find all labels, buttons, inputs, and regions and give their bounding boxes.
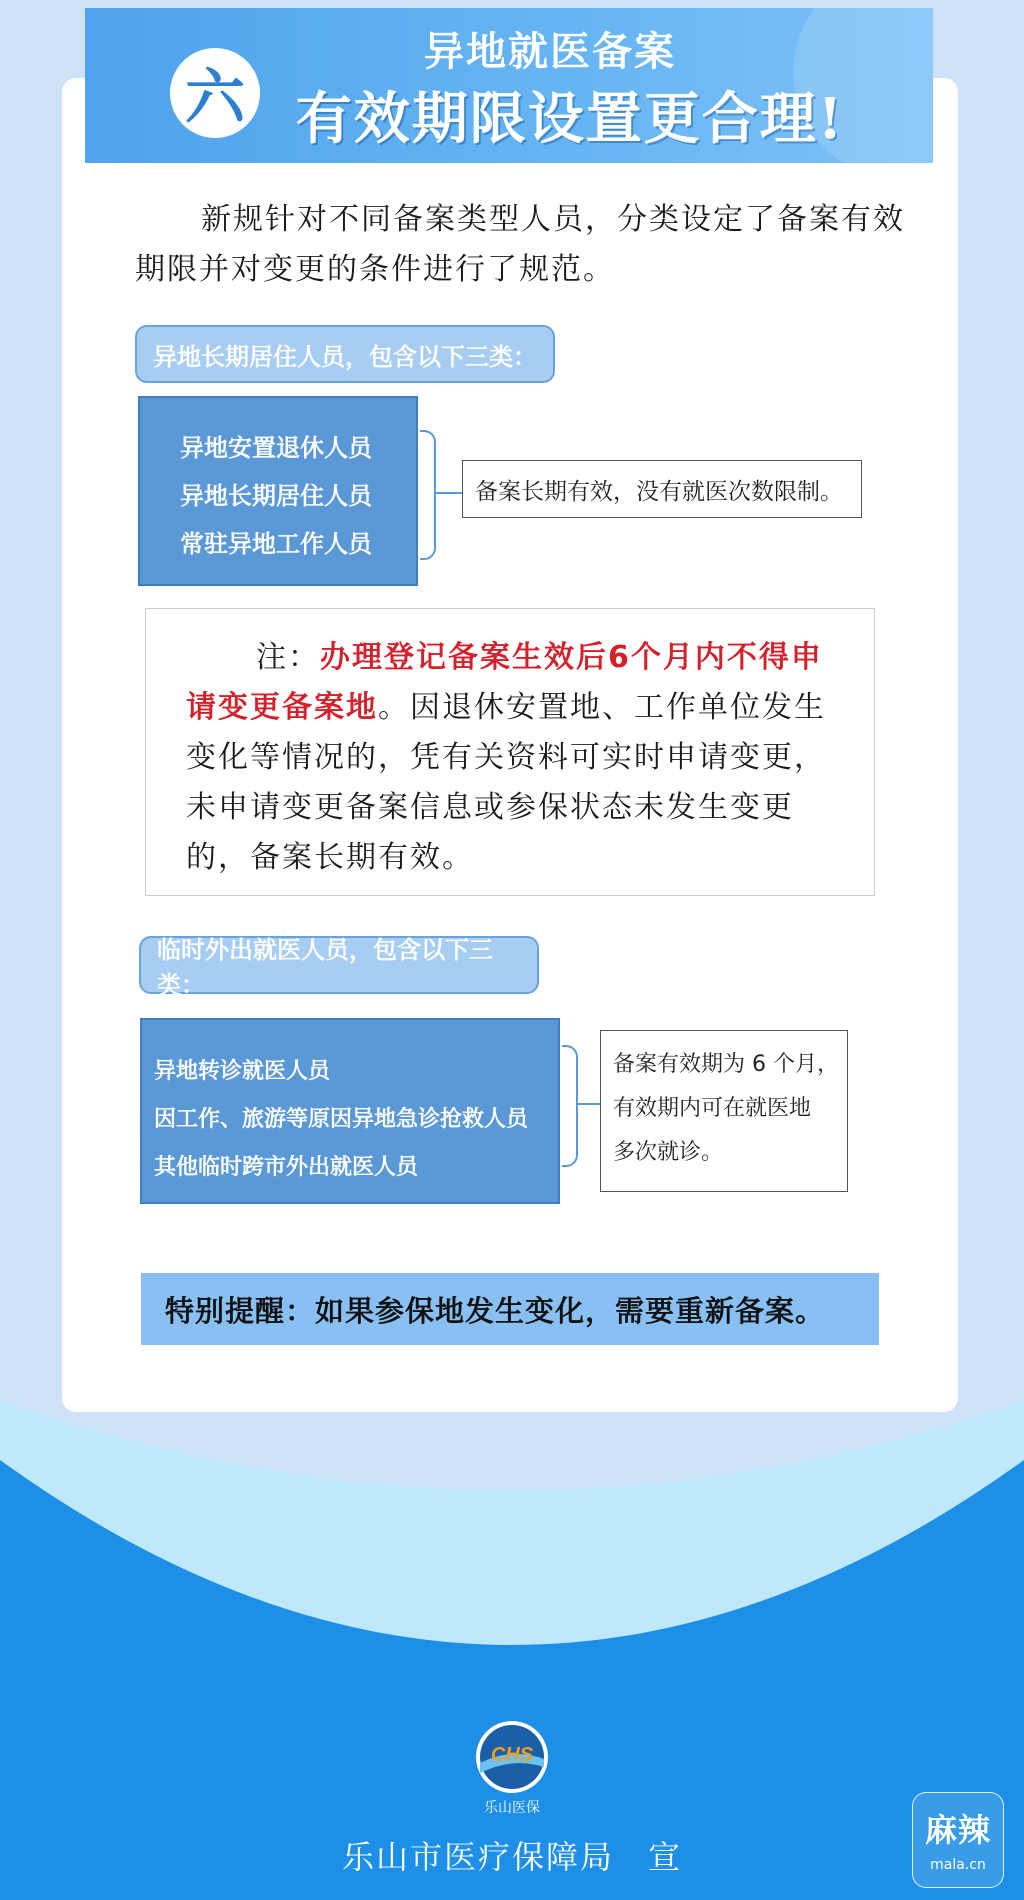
section1-result-box: 备案长期有效，没有就医次数限制。 [462, 460, 862, 518]
watermark-text: 麻辣 [924, 1811, 991, 1849]
section2-bracket [562, 1045, 578, 1167]
special-reminder: 特别提醒：如果参保地发生变化，需要重新备案。 [141, 1273, 879, 1345]
section1-bracket [420, 430, 436, 560]
section1-header: 异地长期居住人员，包含以下三类： [135, 325, 555, 383]
footer-wave-background [0, 1380, 1024, 1900]
section2-result-line: 备案有效期为 6 个月， [613, 1052, 839, 1077]
section2-header: 临时外出就医人员，包含以下三类： [139, 936, 539, 994]
note-box [145, 608, 875, 896]
section2-item: 其他临时跨市外出就医人员 [154, 1155, 419, 1180]
chs-logo-icon [472, 1717, 552, 1797]
banner-title: 有效期限设置更合理! [295, 86, 845, 152]
section2-result-line: 有效期内可在就医地 [613, 1096, 812, 1121]
section1-item: 异地安置退休人员 [180, 434, 372, 462]
section1-item: 异地长期居住人员 [180, 482, 372, 510]
note-highlight: 办理登记备案生效后6个月内不得申请变更备案地 [186, 640, 823, 725]
section2-connector [576, 1103, 600, 1105]
section1-category-box [138, 396, 418, 586]
section2-item: 异地转诊就医人员 [154, 1059, 331, 1084]
section1-connector [434, 492, 462, 494]
note-prefix: 注： [256, 640, 320, 675]
section2-result-box [600, 1030, 848, 1192]
banner-subtitle: 异地就医备案 [424, 28, 676, 75]
intro-paragraph: 新规针对不同备案类型人员，分类设定了备案有效期限并对变更的条件进行了规范。 [135, 202, 905, 287]
watermark-logo [912, 1792, 1004, 1888]
section2-item: 因工作、旅游等原因异地急诊抢救人员 [154, 1107, 529, 1132]
note-body: 。因退休安置地、工作单位发生变化等情况的，凭有关资料可实时申请变更，未申请变更备案信息或参保状态未发生变更的，备案长期有效。 [186, 690, 826, 875]
logo-caption: 乐山医保 [484, 1800, 540, 1816]
issuer-text: 乐山市医疗保障局 宣 [341, 1838, 682, 1876]
logo-text: CHS [490, 1744, 534, 1766]
section2-result-line: 多次就诊。 [613, 1140, 724, 1165]
watermark-url: mala.cn [930, 1857, 986, 1873]
section1-item: 常驻异地工作人员 [180, 530, 372, 558]
section-number-badge: 六 [170, 48, 260, 138]
section2-category-box [140, 1018, 560, 1204]
